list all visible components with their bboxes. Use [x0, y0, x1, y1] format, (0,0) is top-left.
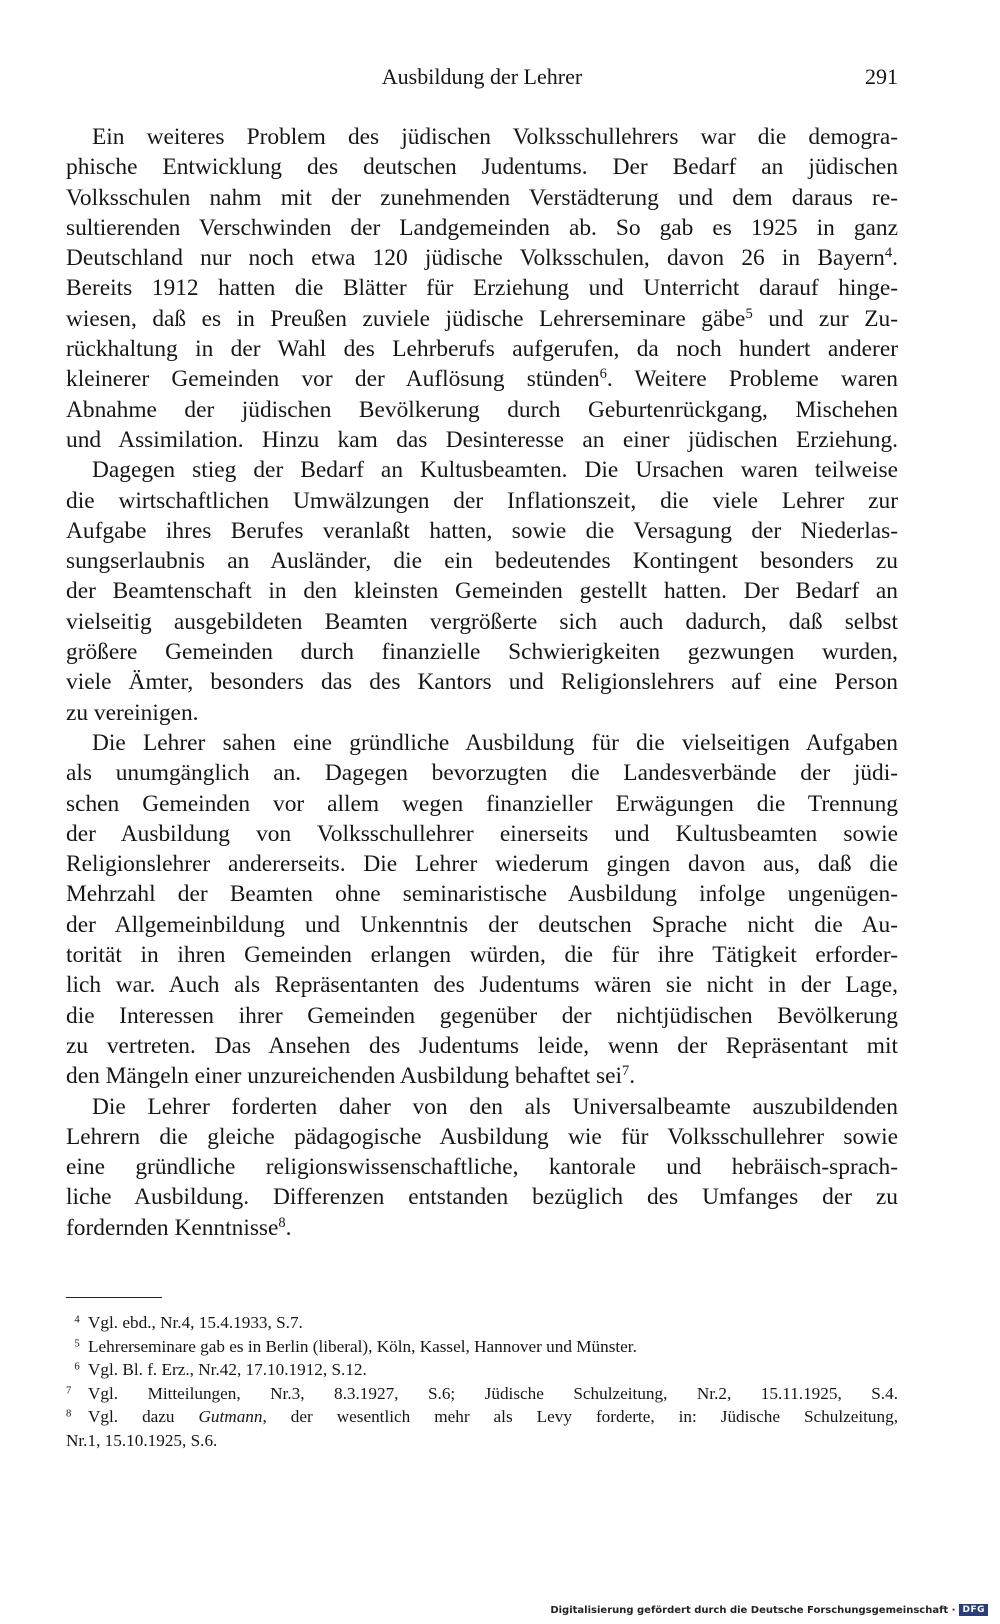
text-line: Lehrern die gleiche pädagogische Ausbildung wie für Volksschullehrer sowie	[66, 1123, 898, 1150]
body-text	[66, 122, 898, 1243]
text-line: die Interessen ihrer Gemeinden gegenüber der nichtjüdischen Bevölkerung	[66, 1002, 898, 1029]
text-line: torität in ihren Gemeinden erlangen würden, die für ihre Tätigkeit erforder-	[66, 942, 898, 969]
text-line: zu vereinigen.	[66, 699, 199, 726]
text-line: Volksschulen nahm mit der zunehmenden Verstädterung und dem daraus re-	[66, 184, 898, 211]
text-line: Mehrzahl der Beamten ohne seminaristische Ausbildung infolge ungenügen-	[66, 881, 898, 908]
footnote-ref[interactable]: 5	[745, 305, 753, 322]
footnote: $^5$ Lehrerseminare gab es in Berlin (liberal), Köln, Kassel, Hannover und Münster.	[74, 1336, 637, 1356]
text-line: sultierenden Verschwinden der Landgemeinden ab. So gab es 1925 in ganz	[66, 214, 898, 241]
running-head: Ausbildung der Lehrer	[381, 64, 583, 89]
text-line: Die Lehrer sahen eine gründliche Ausbildung für die vielseitigen Aufgaben	[92, 729, 898, 756]
text-line: fordernden Kenntnisse$^8$.	[66, 1214, 292, 1241]
text-line: kleinerer Gemeinden vor der Auflösung stünden$^6$. Weitere Probleme waren	[66, 366, 898, 393]
text-line: den Mängeln einer unzureichenden Ausbildung behaftet sei$^7$.	[66, 1063, 636, 1090]
text-line: wiesen, daß es in Preußen zuviele jüdische Lehrerseminare gäbe$^5$ und zur Zu-	[66, 305, 898, 332]
text-line: schen Gemeinden vor allem wegen finanzieller Erwägungen die Trennung	[66, 790, 898, 817]
footnote: $^8$ Vgl. dazu Gutmann, der wesentlich mehr als Levy forderte, in: Jüdische Schulzeitung,	[66, 1407, 898, 1426]
text-line: Religionslehrer andererseits. Die Lehrer wiederum gingen davon aus, daß die	[66, 851, 898, 878]
text-line: rückhaltung in der Wahl des Lehrberufs aufgerufen, da noch hundert anderer	[66, 336, 898, 363]
footnote-ref[interactable]: 6	[599, 366, 607, 383]
text-line: Die Lehrer forderten daher von den als Universalbeamte auszubildenden	[92, 1093, 898, 1120]
digitization-notice	[550, 1604, 988, 1616]
text-line: als unumgänglich an. Dagegen bevorzugten die Landesverbände der jüdi-	[66, 760, 898, 787]
footnote-ref[interactable]: 8	[278, 1214, 286, 1231]
text-line: der Ausbildung von Volksschullehrer einerseits und Kultusbeamten sowie	[66, 820, 898, 847]
text-line: lich war. Auch als Repräsentanten des Judentums wären sie nicht in der Lage,	[66, 972, 898, 999]
text-line: Aufgabe ihres Berufes veranlaßt hatten, sowie die Versagung der Niederlas-	[66, 517, 898, 544]
footnote: $^6$ Vgl. Bl. f. Erz., Nr.42, 17.10.1912, S.12.	[74, 1360, 367, 1379]
footnotes	[66, 1311, 898, 1452]
text-line: die wirtschaftlichen Umwälzungen der Inflationszeit, die viele Lehrer zur	[66, 487, 898, 514]
footnote-continuation: Nr.1, 15.10.1925, S.6.	[66, 1430, 218, 1450]
footnote-mark: 7	[66, 1385, 72, 1397]
text-line: zu vertreten. Das Ansehen des Judentums leide, wenn der Repräsentant mit	[66, 1032, 898, 1059]
page-number: 291	[865, 64, 898, 89]
footnote: $^4$ Vgl. ebd., Nr.4, 15.4.1933, S.7.	[74, 1313, 303, 1332]
footnote-mark: 4	[74, 1314, 80, 1326]
text-line: viele Ämter, besonders das des Kantors und Religionslehrers auf eine Person	[66, 669, 898, 696]
footnote-separator	[66, 1297, 162, 1298]
page-header	[66, 64, 898, 94]
text-line: Dagegen stieg der Bedarf an Kultusbeamten. Die Ursachen waren teilweise	[92, 457, 898, 484]
digitization-text: Digitalisierung gefördert durch die Deutsche Forschungsgemeinschaft ·	[550, 1604, 956, 1616]
text-line: und Assimilation. Hinzu kam das Desinteresse an einer jüdischen Erziehung.	[66, 426, 898, 453]
text-line: größere Gemeinden durch finanzielle Schwierigkeiten gezwungen wurden,	[66, 639, 898, 666]
text-line: eine gründliche religionswissenschaftliche, kantorale und hebräisch-sprach-	[66, 1154, 898, 1181]
text-line: vielseitig ausgebildeten Beamten vergrößerte sich auch dadurch, daß selbst	[66, 608, 898, 635]
text-line: der Beamtenschaft in den kleinsten Gemeinden gestellt hatten. Der Bedarf an	[66, 578, 898, 605]
text-line: sungserlaubnis an Ausländer, die ein bedeutendes Kontingent besonders zu	[66, 548, 898, 575]
text-line: phische Entwicklung des deutschen Judentums. Der Bedarf an jüdischen	[66, 154, 898, 181]
text-line: Deutschland nur noch etwa 120 jüdische Volksschulen, davon 26 in Bayern$^4$.	[66, 245, 898, 272]
author-name: Gutmann	[198, 1407, 263, 1426]
text-line: Abnahme der jüdischen Bevölkerung durch Geburtenrückgang, Mischehen	[66, 396, 898, 423]
dfg-logo[interactable]: DFG	[959, 1604, 988, 1616]
footnote-mark: 5	[74, 1338, 80, 1350]
footnote-ref[interactable]: 7	[622, 1063, 630, 1080]
text-line: Bereits 1912 hatten die Blätter für Erziehung und Unterricht darauf hinge-	[66, 275, 898, 302]
text-line: Ein weiteres Problem des jüdischen Volksschullehrers war die demogra-	[92, 124, 898, 150]
footnote: $^7$ Vgl. Mitteilungen, Nr.3, 8.3.1927, S.6; Jüdische Schulzeitung, Nr.2, 15.11.1925, S.4.	[66, 1383, 898, 1403]
footnote-mark: 6	[74, 1361, 80, 1373]
text-line: der Allgemeinbildung und Unkenntnis der deutschen Sprache nicht die Au-	[66, 911, 898, 938]
footnote-ref[interactable]: 4	[884, 245, 893, 262]
footnote-mark: 8	[66, 1408, 72, 1420]
text-line: liche Ausbildung. Differenzen entstanden bezüglich des Umfanges der zu	[66, 1184, 898, 1211]
